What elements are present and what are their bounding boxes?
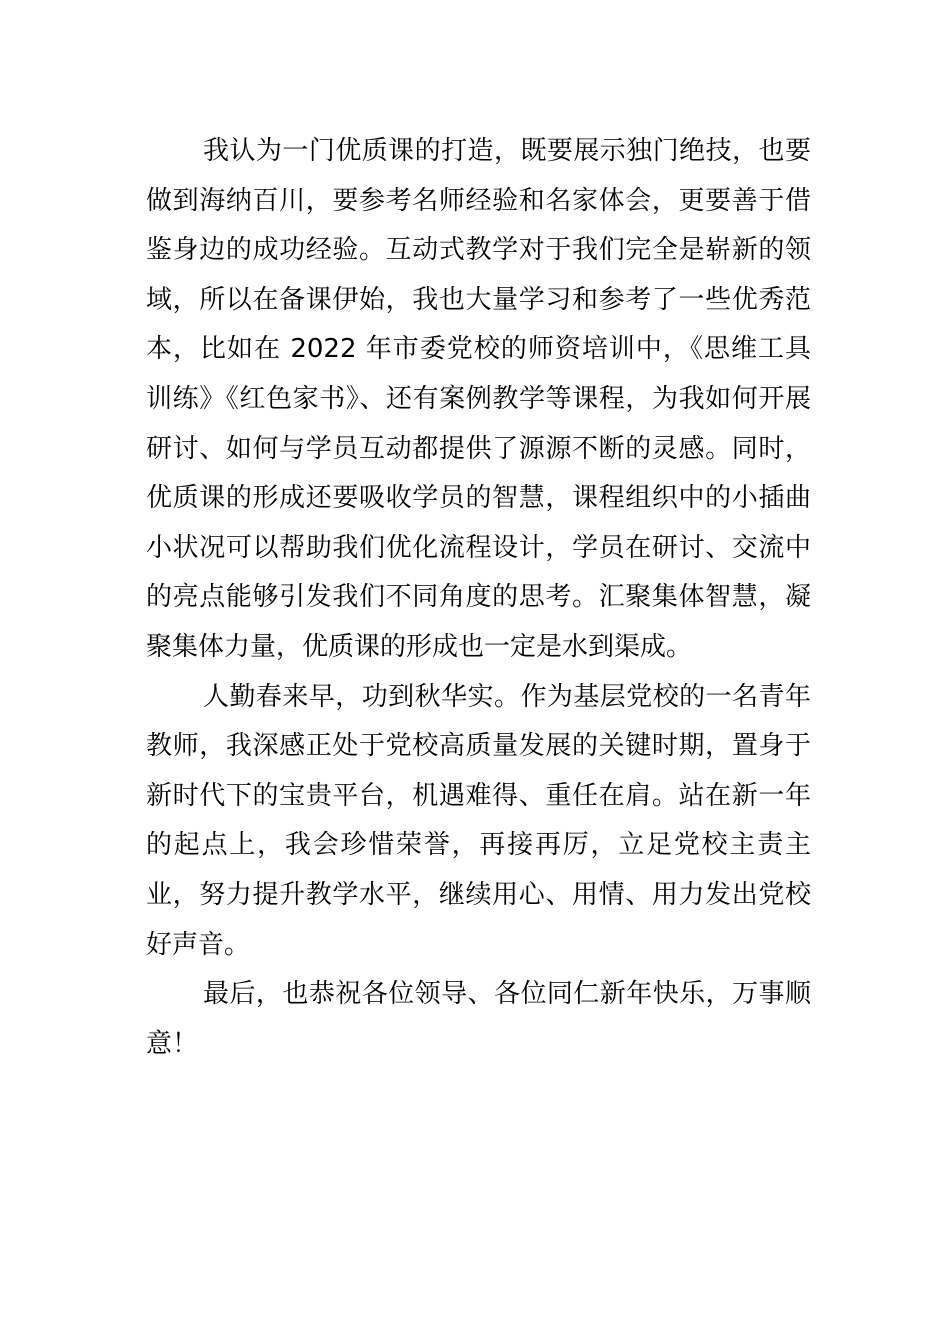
paragraph-course-building: 我认为一门优质课的打造，既要展示独门绝技，也要做到海纳百川，要参考名师经验和名家体会，更要善于借鉴身边的成功经验。互动式教学对于我们完全是崭新的领域，所以在备课伊始，我也大量学习和参考了一些优秀范本，比如在 2022 年市委党校的师资培训中，《思维工具训练》《红色家书》、还有案例教学等课程，为我如何开展研讨、如何与学员互动都提供了源源不断的灵感。同时，优质课的形成还要吸收学员的智慧，课程组织中的小插曲小状况可以帮助我们优化流程设计，学员在研讨、交流中的亮点能够引发我们不同角度的思考。汇聚集体智慧，凝聚集体力量，优质课的形成也一定是水到渠成。 xyxy=(146,136,811,662)
paragraph-young-teacher: 人勤春来早，功到秋华实。作为基层党校的一名青年教师，我深感正处于党校高质量发展的关键时期，置身于新时代下的宝贵平台，机遇难得、重任在肩。站在新一年的起点上，我会珍惜荣誉，再接再厉，立足党校主责主业，努力提升教学水平，继续用心、用情、用力发出党校好声音。 xyxy=(146,681,811,960)
document-body xyxy=(146,127,811,1069)
paragraph-new-year-wishes: 最后，也恭祝各位领导、各位同仁新年快乐，万事顺意！ xyxy=(146,979,811,1059)
